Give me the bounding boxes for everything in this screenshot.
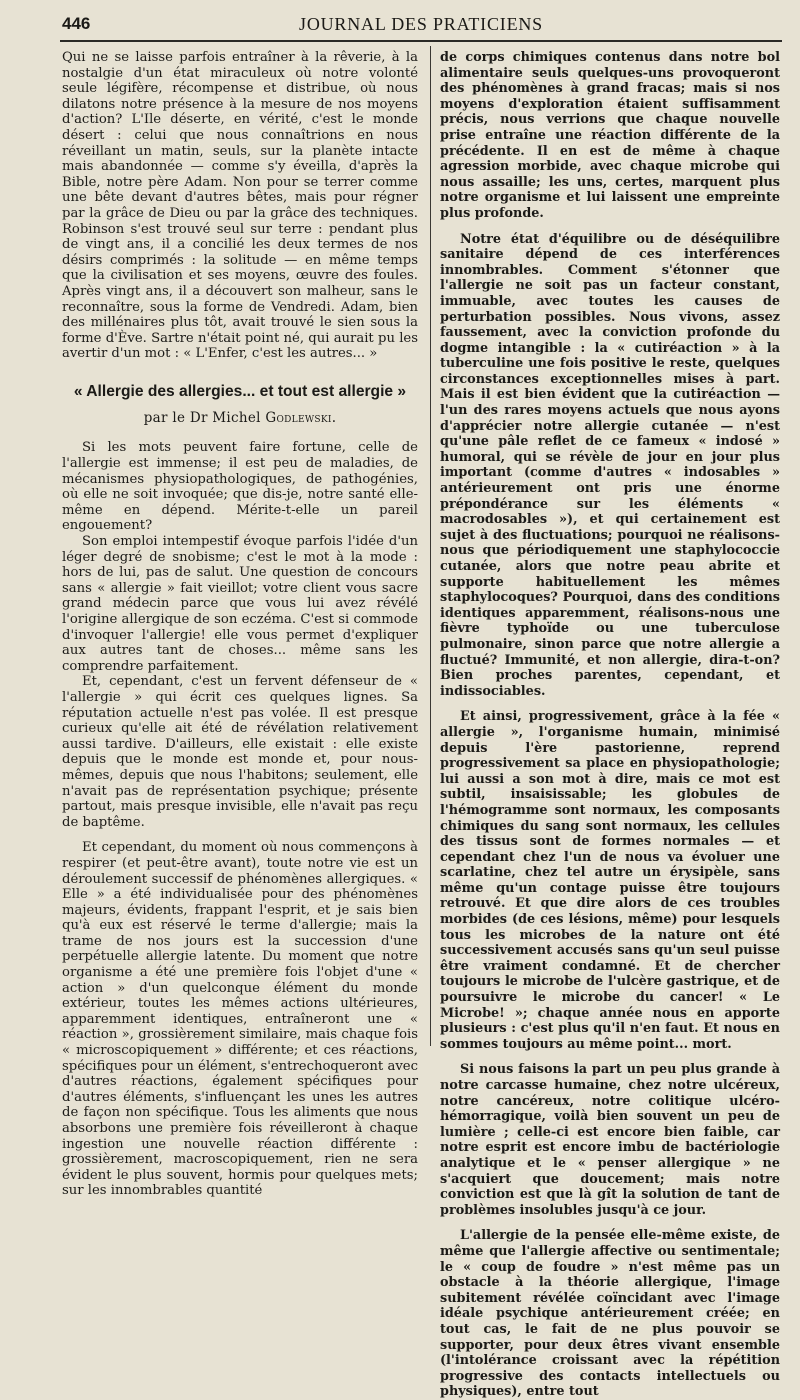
header-rule bbox=[60, 40, 782, 42]
byline-prefix: par le Dr Michel bbox=[143, 409, 266, 426]
article-byline bbox=[62, 411, 418, 427]
page-header bbox=[62, 12, 780, 40]
paragraph: Son emploi intempestif évoque parfois l'idée d'un léger degré de snobisme; c'est le mot à la mode : hors de lui, pas de salut. Une question de concours sans « allergie » fait vieillot; votre client vous sacre grand médecin parce que vous lui avez révélé l'origine allergique de son eczéma. C'est si commode d'invoquer l'allergie! elle vous permet d'expliquer aux autres tant de choses... même sans les comprendre parfaitement. bbox=[62, 534, 418, 674]
paragraph: Et cependant, du moment où nous commençons à respirer (et peut-être avant), toute notre vie est un déroulement successif de phénomènes allergiques. « Elle » a été individualisée pour des phénomènes majeurs, évidents, frappant l'esprit, et je sais bien qu'à eux est réservé le terme d'allergie; mais la trame de nos jours est la succession d'une perpétuelle allergie latente. Du moment que notre organisme a été une première fois l'objet d'une « action » d'un quelconque élément du monde extérieur, toutes les mêmes actions ultérieures, apparemment identiques, entraîneront une « réaction », grossièrement similaire, mais chaque fois « microscopiquement » différente; et ces réactions, spécifiques pour un élément, s'entrechoqueront avec d'autres réactions, également spécifiques pour d'autres éléments, s'influençant les unes les autres de façon non spécifique. Tous les aliments que nous absorbons une première fois réveilleront à chaque ingestion une nouvelle réaction différente : grossièrement, macroscopiquement, rien ne sera évident le plus souvent, hormis pour quelques mets; sur les innombrables quantité bbox=[62, 840, 418, 1199]
page-number: 446 bbox=[62, 14, 91, 33]
right-column bbox=[440, 50, 780, 1400]
paragraph: de corps chimiques contenus dans notre bol alimentaire seuls quelques-uns provoqueront des phénomènes à grand fracas; mais si nos moyens d'exploration étaient suffisamment précis, nous verrions que chaque nouvelle prise entraîne une réaction différente de la précédente. Il en est de même à chaque agression morbide, avec chaque microbe qui nous assaille; les uns, certes, marquent plus notre organisme et lui laissent une empreinte plus profonde. bbox=[440, 50, 780, 221]
paragraph: L'allergie de la pensée elle-même existe, de même que l'allergie affective ou sentimentale; le « coup de foudre » n'est même pas un obstacle à la théorie allergique, l'image subitement révélée coïncidant avec l'image idéale psychique antérieurement créée; en tout cas, le fait de ne plus pouvoir se supporter, pour deux êtres vivant ensemble (l'intolérance croissant avec la répétition progressive des contacts intellectuels ou physiques), entre tout bbox=[440, 1228, 780, 1400]
byline-author: Godlewski. bbox=[265, 409, 337, 426]
paragraph: Et ainsi, progressivement, grâce à la fée « allergie », l'organisme humain, minimisé depuis l'ère pastorienne, reprend progressivement sa place en physiopathologie; lui aussi a son mot à dire, mais ce mot est subtil, insaisissable; les globules de l'hémogramme sont normaux, les composants chimiques du sang sont normaux, les cellules des tissus sont de formes normales — et cependant chez l'un de nous va évoluer une scarlatine, chez tel autre un érysipèle, sans même qu'un contage puisse être toujours retrouvé. Et que dire alors de ces troubles morbides (de ces lésions, même) pour lesquels tous les microbes de la nature ont été successivement accusés sans qu'un seul puisse être vraiment condamné. Et de chercher toujours le microbe de l'ulcère gastrique, et de poursuivre le microbe du cancer! « Le Microbe! »; chaque année nous en apporte plusieurs : c'est plus qu'il n'en faut. Et nous en sommes toujours au même point... mort. bbox=[440, 709, 780, 1052]
journal-title: JOURNAL DES PRATICIENS bbox=[299, 14, 543, 34]
paragraph: Notre état d'équilibre ou de déséquilibre sanitaire dépend de ces interférences innombrables. Comment s'étonner que l'allergie ne soit pas un facteur constant, immuable, avec toutes les causes de perturbation possibles. Nous vivons, assez faussement, avec la conviction profonde du dogme intangible : la « cutiréaction » à la tuberculine une fois positive le reste, quelques circonstances exceptionnelles mises à part. Mais il est bien évident que la cutiréaction — l'un des rares moyens actuels que nous ayons d'apprécier notre allergie cutanée — n'est qu'une pâle reflet de ce fameux « indosé » humoral, qui se révèle de jour en jour plus important (comme d'autres « indosables » antérieurement ont pris une énorme prépondérance sur les éléments « macrodosables »), et qui certainement est sujet à des fluctuations; pourquoi ne réalisons-nous que périodiquement une staphylococcie cutanée, alors que notre peau abrite et supporte habituellement les mêmes staphylocoques? Pourquoi, dans des conditions identiques apparemment, réalisons-nous une fièvre typhoïde ou une tuberculose pulmonaire, sinon parce que notre allergie a fluctué? Immunité, et non allergie, dira-t-on? Bien proches parentes, cependant, et indissociables. bbox=[440, 231, 780, 699]
paragraph: Si nous faisons la part un peu plus grande à notre carcasse humaine, chez notre ulcéreux, notre cancéreux, notre colitique ulcéro-hémorragique, voilà bien souvent un peu de lumière ; celle-ci est encore bien faible, car notre esprit est encore imbu de bactériologie analytique et le « penser allergique » ne s'acquiert que doucement; mais notre conviction est que là gît la solution de tant de problèmes insolubles jusqu'à ce jour. bbox=[440, 1062, 780, 1218]
article-title: « Allergie des allergies... et tout est allergie » bbox=[73, 382, 407, 400]
column-divider bbox=[430, 46, 431, 1046]
intro-paragraph: Qui ne se laisse parfois entraîner à la rêverie, à la nostalgie d'un état miraculeux où notre volonté seule légifère, récompense et distribue, où nous dilatons notre présence à la mesure de nos moyens d'action? L'Ile déserte, en vérité, c'est le monde désert : celui que nous connaîtrions en nous réveillant un matin, seuls, sur la planète intacte mais abandonnée — comme s'y éveilla, d'après la Bible, notre père Adam. Non pour se terrer comme une bête devant d'autres bêtes, mais pour régner par la grâce de Dieu ou par la grâce des techniques. Robinson s'est trouvé seul sur terre : pendant plus de vingt ans, il a concilié les deux termes de nos désirs comprimés : la solitude — en même temps que la civilisation et ses moyens, œuvre des foules. Après vingt ans, il a découvert son malheur, sans le reconnaître, sous la forme de Vendredi. Adam, bien des millénaires plus tôt, avait trouvé le sien sous la forme d'Ève. Sartre n'était point né, qui aurait pu les avertir d'un mot : « L'Enfer, c'est les autres... » bbox=[62, 50, 418, 362]
paragraph: Si les mots peuvent faire fortune, celle de l'allergie est immense; il est peu de maladies, de mécanismes physiopathologiques, de pathogénies, où elle ne soit invoquée; que dis-je, notre santé elle-même en dépend. Mérite-t-elle un pareil engouement? bbox=[62, 440, 418, 534]
left-column bbox=[62, 50, 418, 1199]
paragraph: Et, cependant, c'est un fervent défenseur de « l'allergie » qui écrit ces quelques lignes. Sa réputation actuelle n'est pas volée. Il est presque curieux qu'elle ait été de révélation relativement aussi tardive. D'ailleurs, elle existait : elle existe depuis que le monde est monde et, pour nous-mêmes, depuis que nous l'habitons; seulement, elle n'avait pas de représentation psychique; présente partout, mais presque invisible, elle n'avait pas reçu de baptême. bbox=[62, 674, 418, 830]
